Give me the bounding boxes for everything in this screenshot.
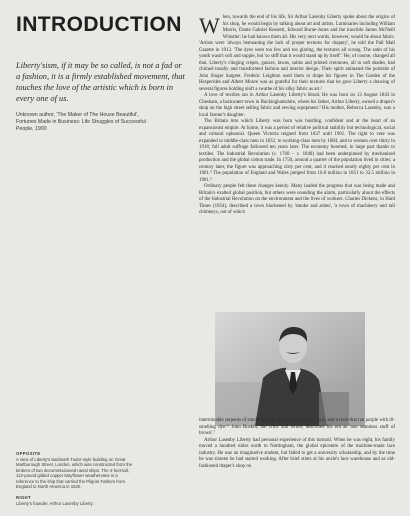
caption-heading: OPPOSITE <box>16 451 41 456</box>
drop-cap: W <box>199 13 220 38</box>
paragraph: A love of textiles ran in Arthur Lasenby Liberty's blood. He was born on 13 August 1843 in Chesham, a backwater town in Buckinghamshire, where his father, Arthur Liberty, owned a draper's shop on the high street selling fabric and sewing equipment.³ His mother, Rebecca Lasenby, was a local farmer's daughter. <box>199 93 395 118</box>
paragraph-text: hen, towards the end of his life, Sir Arthur Lasenby Liberty spoke about the origins of his shop, he would begin by talking about art and artists. Luminaries including William Morris, Dante Gabriel Rossetti, Edward Burne-Jones and the irascible James McNeill Whistler: he had known them all. His very next words, however, would be about fabric. 'Artists were 'always bemoaning the lack of proper textures for drapery', he told the Pall Mall Gazette in 1913. 'The dyes were too few and too glaring, the textures all wrong. The satin of his youth wasn't soft and supple, but 'so stiff that it would stand up by itself'.' He, of course, changed all that. Liberty's clinging crepes, gauzes, lawns, satins and printed cretonnes, all in soft shades, had chimed tonally and transformed fashion and interior design. Their spirit animated the portraits of John Singer Sargent. Frederic Leighton used them to drape his figures in The Garden of the Hesperides and Albert Moore was as grateful for their textures that he gave Liberty a drawing of several figures holding aloft a swathe of his silky fabric as art.² <box>199 15 395 92</box>
caption-right <box>16 495 134 506</box>
page-title: INTRODUCTION <box>16 13 182 36</box>
epigraph-source-line: Fortunes Made in Business: Life Struggles of Successful <box>16 118 146 125</box>
epigraph-source <box>16 112 186 133</box>
portrait-photo <box>215 312 365 426</box>
left-column <box>16 14 186 133</box>
caption-opposite <box>16 451 134 490</box>
caption-text: Liberty's founder, Arthur Lasenby Liberty. <box>16 500 94 506</box>
epigraph-quote: Liberty'sism, if it may be so called, is not a fad or a fashion, it is a firmly established movement, that touches the love of the artistic which is born in every one of us. <box>16 61 185 103</box>
caption-heading: RIGHT <box>16 495 31 501</box>
paragraph: Ordinary people felt these changes keenly. Many lauded the progress that was being made and Britain's exalted global position, but others were sounding the alarm, particularly about the effects of the Industrial Revolution on the environment and the lives of workers. Charles Dickens, in Hard Times (1854), described a town blackened by 'smoke and ashes', 'a town of machinery and tall chimneys, out of which <box>199 184 395 216</box>
paragraph: The Britain into which Liberty was born was bustling, confident and at the heart of an expansionist empire. At home, it was a period of relative political stability but technological, social and cultural upheaval. Queen Victoria reigned from 1837 until 1901. The right to vote was expanded to middle-class men in 1832, to working-class men by 1884, and to women over thirty in 1918; full adult suffrage followed ten years later. The economy boomed, in large part thanks to textiles. The Industrial Revolution (c. 1760 – c. 1840) had been underpinned by mechanised production and the global cotton trade. In 1750, around a quarter of the population lived in cities; a century later, the figure was approaching sixty per cent, and it reached nearly eighty per cent in 1901.⁴ The population of England and Wales jumped from 16.8 million in 1851 to 32.5 million in 1901.⁵ <box>199 119 395 183</box>
body-text-top <box>199 15 395 217</box>
caption-text: A view of Liberty's landmark Tudor-style building on Great Marlborough Street, London, which was constructed from the timbers of two decommissioned naval ships. The 4-foot-tall, 112-pound gilded copper Mayflower weathervane is a reference to the ship that carried the Pilgrim Fathers from England to North America in 1620. <box>16 456 133 490</box>
epigraph-source-line: People, 1900 <box>16 125 47 132</box>
paragraph: interminable serpents of smoke trailed...It had a black canal in it, and a river that ran purple with ill-smelling dye.'⁶ John Ruskin, the critic and writer, described his era as 'one seamless stuff of brown'.⁷ <box>199 418 395 437</box>
paragraph: Arthur Lasenby Liberty had personal experience of this turmoil. When he was eight, his family moved a hundred miles north to Nottingham, the global epicentre of the machine-made lace industry. He was an imaginative student, but failed to get a university scholarship, and by the time he was sixteen he had started working. After brief stints at his uncle's lace warehouse and as old-fashioned draper's shop on <box>199 437 395 469</box>
portrait-image <box>215 312 365 426</box>
image-captions <box>16 451 134 511</box>
epigraph-source-line: Unknown author, 'The Maker of The House Beautiful', <box>16 111 139 118</box>
body-text-bottom <box>199 418 395 470</box>
paragraph <box>199 15 395 93</box>
